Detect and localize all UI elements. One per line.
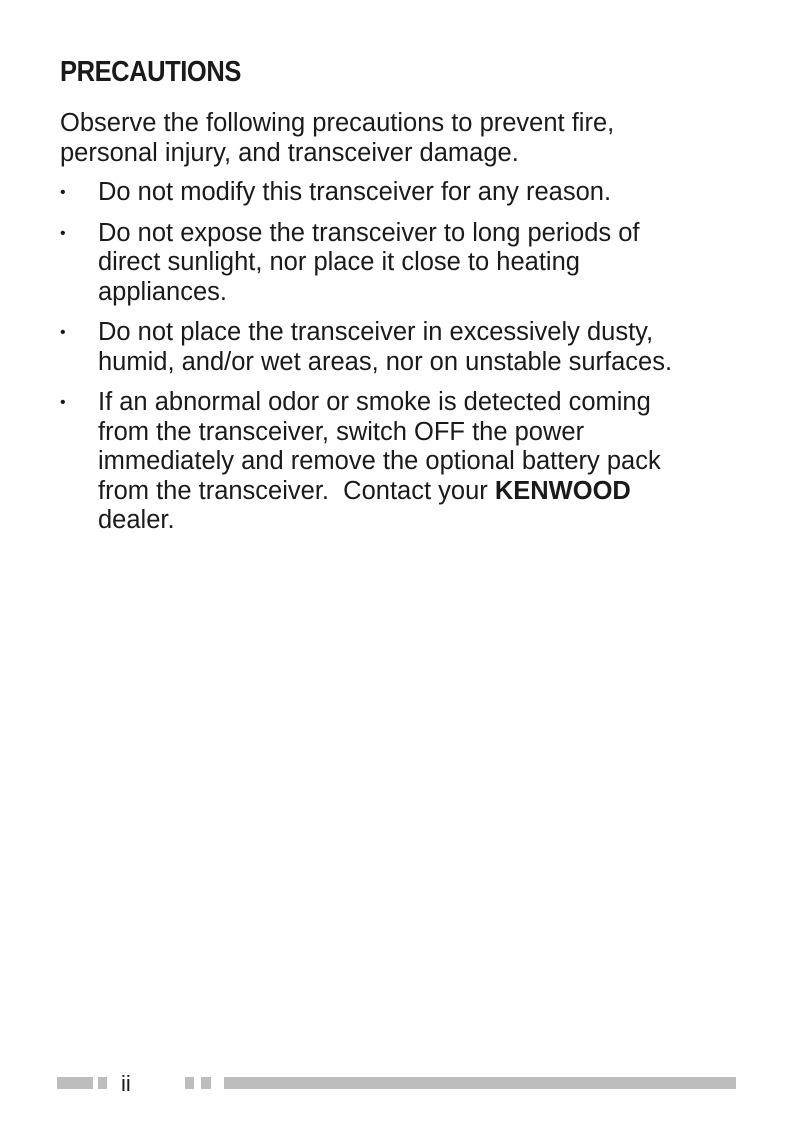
bullet-line: If an abnormal odor or smoke is detected coming [98, 388, 651, 416]
bullet-icon: • [60, 184, 66, 201]
page-number: ii [121, 1071, 131, 1096]
list-item [60, 388, 760, 536]
bullet-icon: • [60, 324, 66, 341]
bullet-line: direct sunlight, nor place it close to heating [98, 248, 580, 276]
bullet-icon: • [60, 394, 66, 411]
bullet-line: humid, and/or wet areas, nor on unstable surfaces. [98, 347, 673, 376]
footer-decor-bar [185, 1077, 194, 1089]
bullet-line: immediately and remove the optional battery pack [98, 447, 661, 475]
bullet-line: Do not expose the transceiver to long periods of [98, 218, 640, 247]
bullet-text [98, 388, 760, 536]
footer-decor-bar [98, 1077, 107, 1089]
intro-line: personal injury, and transceiver damage. [60, 139, 519, 167]
bullet-line: from the transceiver, switch OFF the power [98, 417, 585, 446]
page-heading: PRECAUTIONS [60, 56, 241, 88]
bullet-line: Do not place the transceiver in excessively dusty, [98, 318, 654, 346]
bullet-line: dealer. [98, 506, 175, 534]
list-item [60, 318, 760, 377]
bullet-line-text: from the transceiver. Contact your [98, 476, 495, 505]
page-footer [0, 1071, 794, 1096]
bullet-text [98, 318, 760, 377]
bullet-text [98, 178, 760, 208]
precautions-list [60, 178, 760, 547]
intro-line: Observe the following precautions to prevent fire, [60, 109, 615, 137]
brand-name: KENWOOD [494, 476, 631, 505]
bullet-icon: • [60, 224, 66, 242]
intro-paragraph [60, 108, 740, 168]
list-item [60, 219, 760, 308]
bullet-text [98, 219, 760, 308]
footer-decor-bar [224, 1077, 736, 1089]
footer-decor-bar [57, 1077, 93, 1089]
bullet-line: appliances. [98, 277, 228, 306]
footer-decor-bar [201, 1077, 211, 1089]
list-item [60, 178, 760, 208]
bullet-line: Do not modify this transceiver for any reason. [98, 178, 612, 206]
bullet-line [98, 477, 760, 507]
